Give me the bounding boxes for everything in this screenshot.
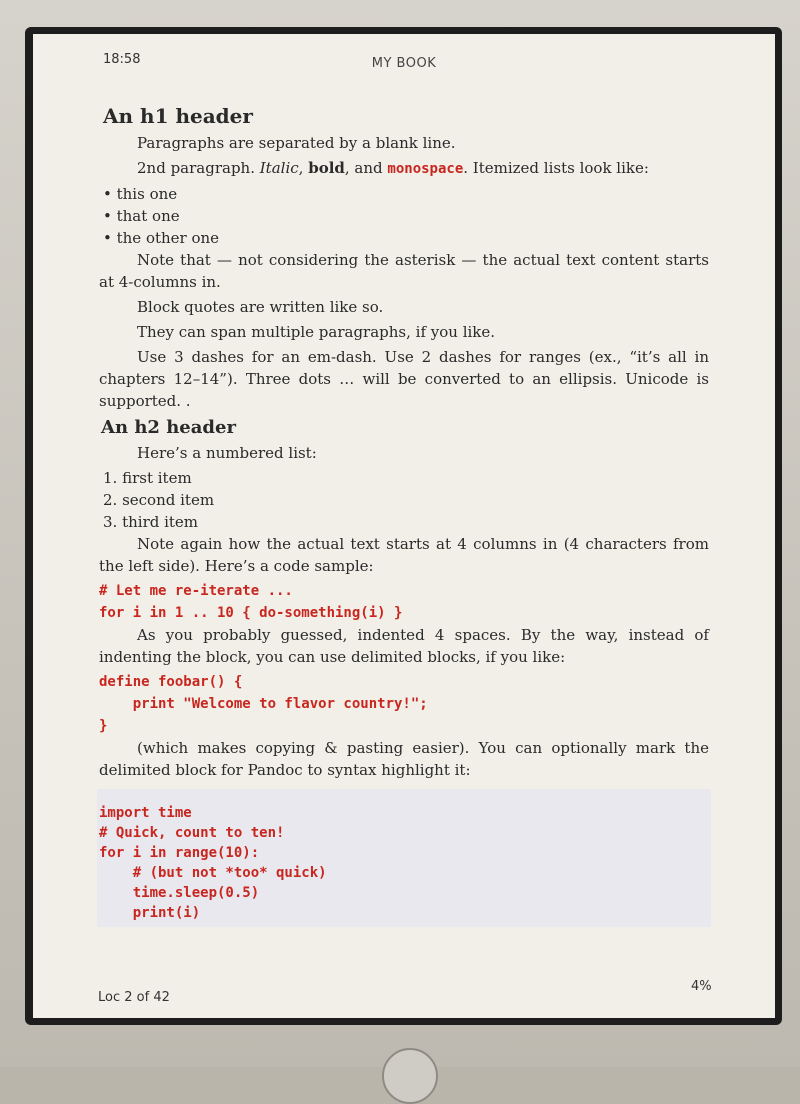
code-line: } [99,718,108,734]
paragraph: Use 3 dashes for an em-dash. Use 2 dashes for ranges (ex., “it’s all in chapters 12–14”). Three dots … will be converted to an ellipsis. Unicode is supported. . [99,348,709,410]
code-line: # Let me re-iterate ... [99,583,293,599]
paragraph: They can span multiple paragraphs, if you like. [137,323,496,341]
paragraph: (which makes copying & pasting easier). You can optionally mark the delimited block for Pandoc to syntax highlight it: [99,739,709,779]
location-indicator[interactable]: Loc 2 of 42 [98,990,170,1005]
page-content [99,102,709,927]
paragraph: Block quotes are written like so. [137,298,384,316]
home-button[interactable] [382,1048,438,1104]
reading-progress: 4% [691,979,712,994]
text: , and [344,159,388,177]
status-time: 18:58 [103,52,141,67]
bold-text: bold [308,159,345,177]
code-line: for i in 1 .. 10 { do-something(i) } [99,605,403,621]
paragraph: Note again how the actual text starts at 4 columns in (4 characters from the left side). Here’s a code sample: [99,535,709,575]
text: , [298,159,309,177]
reader-screen[interactable] [33,34,775,1018]
numbered-item: 3. third item [103,513,199,531]
code-line: for i in range(10): [99,845,260,861]
italic-text: Italic [259,159,299,177]
highlighted-code-block [97,789,711,927]
list-item: • that one [103,207,180,225]
code-line: print(i) [99,905,201,921]
heading-h2: An h2 header [101,417,236,438]
code-line: time.sleep(0.5) [99,885,260,901]
paragraph-formatting [99,157,709,180]
list-item: • the other one [103,229,220,247]
text: 2nd paragraph. [137,159,260,177]
code-line: # (but not *too* quick) [99,865,327,881]
paragraph: As you probably guessed, indented 4 spaces. By the way, instead of indenting the block, you can use delimited blocks, if you like: [99,626,709,666]
book-title[interactable]: MY BOOK [371,56,437,71]
code-line: print "Welcome to flavor country!"; [99,696,428,712]
numbered-item: 1. first item [103,469,192,487]
paragraph: Note that — not considering the asterisk — the actual text content starts at 4-columns in. [99,251,709,291]
text: . Itemized lists look like: [463,159,649,177]
numbered-item: 2. second item [103,491,215,509]
heading-h1: An h1 header [103,104,253,128]
monospace-text: monospace [387,161,464,177]
list-item: • this one [103,185,178,203]
paragraph: Here’s a numbered list: [137,444,317,462]
code-line: import time [99,805,192,821]
code-line: # Quick, count to ten! [99,825,285,841]
code-line: define foobar() { [99,674,243,690]
paragraph: Paragraphs are separated by a blank line. [137,134,456,152]
